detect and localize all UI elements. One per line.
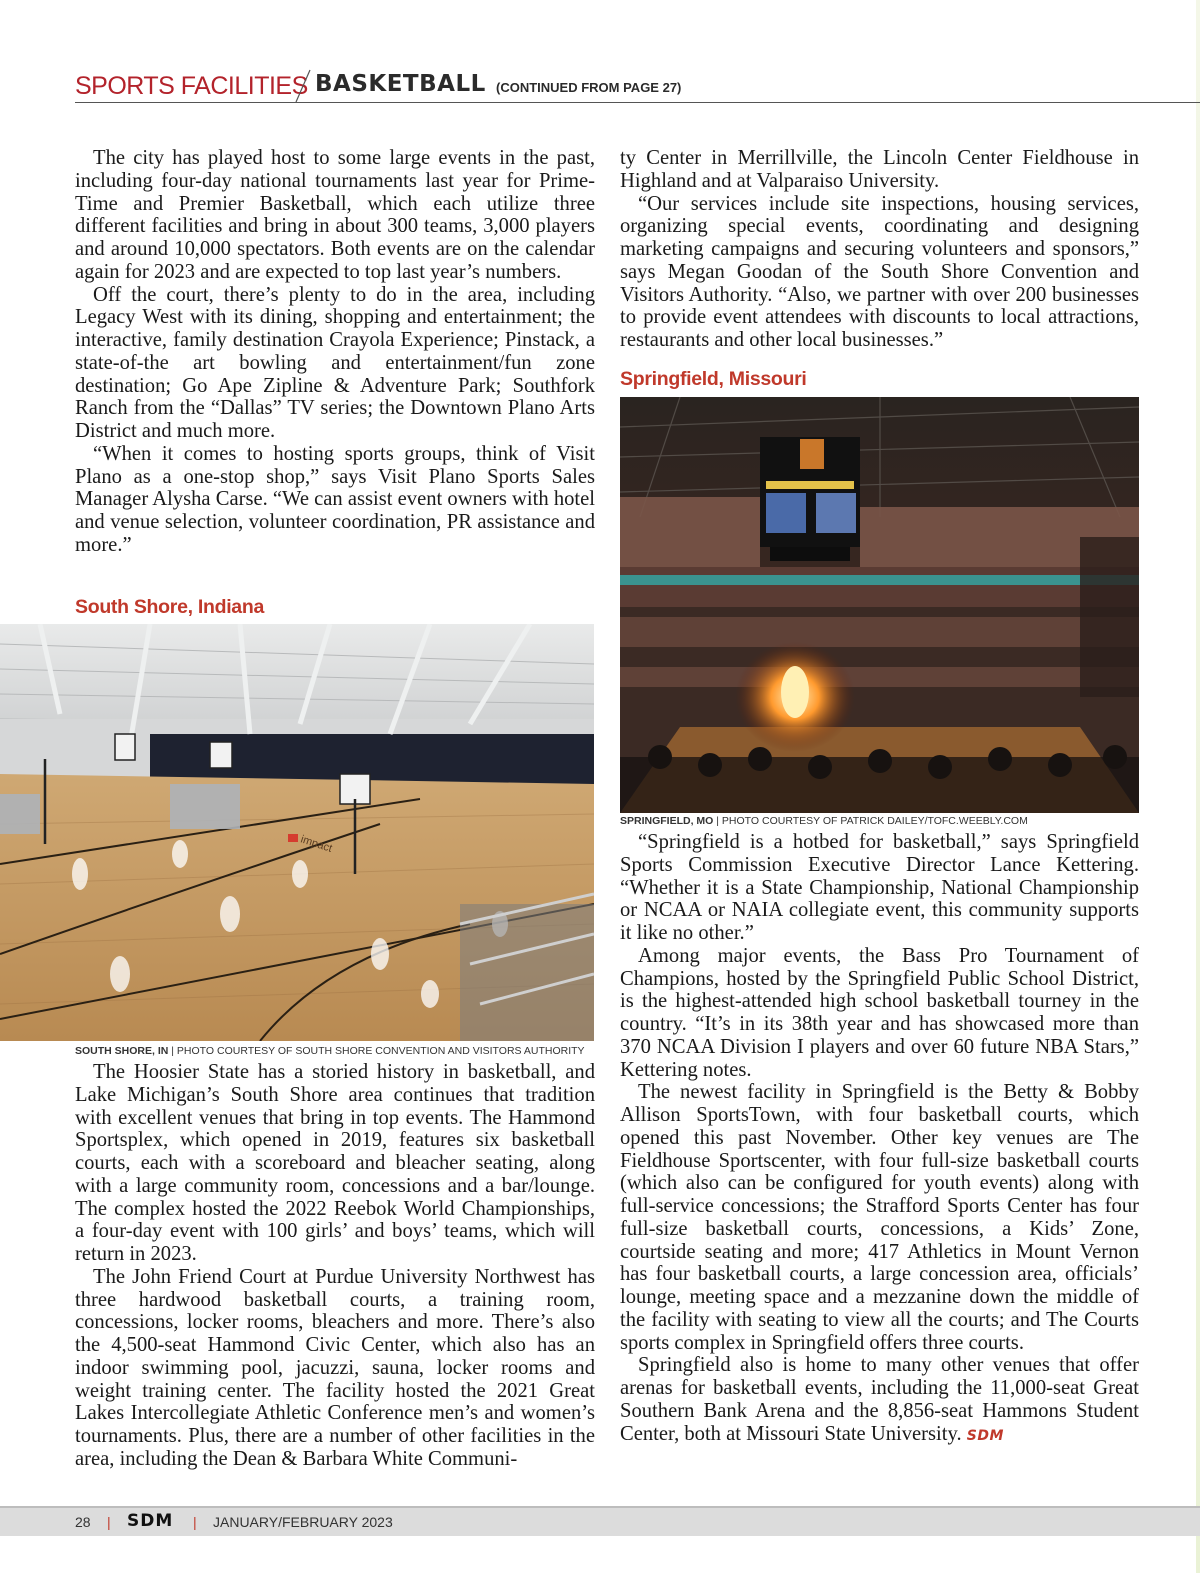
paragraph: Among major events, the Bass Pro Tournament of Champions, hosted by the Springfield Public School District, is the highest-attended high school basketball tourney in the country. “It’s in its 38th year and has showcased more than 370 NCAA Division I players and over 60 future NBA Stars,” Kettering notes.: [620, 944, 1139, 1081]
subhead-springfield: Springfield, Missouri: [620, 368, 807, 390]
page-footer: [0, 1506, 1200, 1536]
paragraph: Off the court, there’s plenty to do in the area, including Legacy West with its dining, shopping and entertainment; the interactive, family destination Crayola Experience; Pinstack, a state-of-the art bowling and entertainment/fun zone destination; Go Ape Zipline & Adventure Park; Southfork Ranch from the “Dallas” TV series; the Downtown Plano Arts District and much more.: [75, 283, 595, 442]
paragraph: The John Friend Court at Purdue University Northwest has three hardwood basketball courts, a training room, concessions, locker rooms, bleachers and more. There’s also the 4,500-seat Hammond Civic Center, which also has an indoor swimming pool, jacuzzi, sauna, locker rooms and weight training center. The facility hosted the 2021 Great Lakes Intercollegiate Athletic Conference men’s and women’s tournaments. Plus, there are a number of other facilities in the area, including the Dean & Barbara White Communi-: [75, 1265, 595, 1470]
caption-separator: |: [716, 815, 719, 827]
paragraph: The newest facility in Springfield is the Betty & Bobby Allison SportsTown, with four basketball courts, which opened this past November. Other key venues are The Fieldhouse Sportscenter, with four full-size basketball courts (which also can be configured for youth events) along with full-service concessions; the Strafford Sports Center has four full-size basketball courts, concessions, a Kids’ Zone, courtside seating and more; 417 Athletics in Mount Vernon has four basketball courts, a large concession area, officials’ lounge, meeting space and a mezzanine down the middle of the facility with seating to view all the courts; and The Courts sports complex in Springfield offers three courts.: [620, 1081, 1139, 1354]
caption-location: SOUTH SHORE, IN: [75, 1045, 169, 1057]
paragraph: “When it comes to hosting sports groups, think of Visit Plano as a one-stop shop,” says Visit Plano Sports Sales Manager Alysha Carse. “We can assist event owners with hotel and venue selection, volunteer coordination, PR assistance and more.”: [75, 442, 595, 556]
paragraph: The Hoosier State has a storied history in basketball, and Lake Michigan’s South Shore area continues that tradition with excellent venues that bring in top events. The Hammond Sportsplex, which opened in 2019, features six basketball courts, each with a scoreboard and bleacher seating, along with a large community room, concessions and a bar/lounge. The complex hosted the 2022 Reebok World Championships, a four-day event with 100 girls’ and boys’ teams, which will return in 2023.: [75, 1061, 595, 1265]
header-rule: [75, 102, 1200, 103]
caption-location: SPRINGFIELD, MO: [620, 815, 714, 827]
paragraph-final: [620, 1354, 1139, 1447]
subhead-south-shore: South Shore, Indiana: [75, 596, 265, 618]
caption-separator: |: [171, 1045, 174, 1057]
running-header: [75, 68, 1200, 106]
court-logo-text: impact: [299, 833, 334, 855]
footer-separator: |: [107, 1514, 111, 1530]
paragraph: The city has played host to some large events in the past, including four-day national tournaments last year for Prime-Time and Premier Basketball, which each utilize three different facilities and bring in about 300 teams, 3,000 players and around 10,000 spectators. Both events are on the calendar again for 2023 and are expected to top last year’s numbers.: [75, 147, 595, 283]
page-edge: [1196, 0, 1200, 1573]
issue-date: JANUARY/FEBRUARY 2023: [213, 1514, 393, 1530]
section-label: SPORTS FACILITIES: [75, 72, 308, 100]
continued-note: (CONTINUED FROM PAGE 27): [496, 80, 682, 95]
sdm-end-mark: SDM: [966, 1427, 1004, 1444]
slash-divider: [292, 68, 314, 104]
topic-label: BASKETBALL: [315, 71, 486, 97]
arena-crowd-photo: [620, 397, 1139, 813]
sdm-logo: SDM: [127, 1511, 174, 1531]
paragraph: “Springfield is a hotbed for basketball,” says Springfield Sports Commission Executive Director Lance Kettering. “Whether it is a State Championship, National Championship or NCAA or NAIA collegiate event, this community supports it like no other.”: [620, 831, 1139, 944]
photo-caption-springfield: [620, 815, 1028, 827]
photo-caption-south-shore: [75, 1045, 585, 1057]
paragraph-text: Springfield also is home to many other venues that offer arenas for basketball events, including the 11,000-seat Great Southern Bank Arena and the 8,856-seat Hammons Student Center, both at Missouri State University.: [620, 1354, 1139, 1445]
right-column-top: [620, 147, 1139, 352]
caption-credit: PHOTO COURTESY OF SOUTH SHORE CONVENTION AND VISITORS AUTHORITY: [176, 1045, 585, 1057]
basketball-court-photo: [0, 624, 594, 1041]
right-column-bottom: [620, 831, 1139, 1447]
caption-credit: PHOTO COURTESY OF PATRICK DAILEY/TOFC.WEEBLY.COM: [721, 815, 1028, 827]
paragraph: ty Center in Merrillville, the Lincoln Center Fieldhouse in Highland and at Valparaiso University.: [620, 147, 1139, 192]
left-column-bottom: [75, 1061, 595, 1471]
footer-separator: |: [193, 1514, 197, 1530]
page-number: 28: [75, 1514, 91, 1530]
paragraph: “Our services include site inspections, housing services, organizing special events, coordinating and designing marketing campaigns and securing volunteers and sponsors,” says Megan Goodan of the South Shore Convention and Visitors Authority. “Also, we partner with over 200 businesses to provide event attendees with discounts to local attractions, restaurants and other local businesses.”: [620, 192, 1139, 351]
left-column-top: [75, 147, 595, 557]
